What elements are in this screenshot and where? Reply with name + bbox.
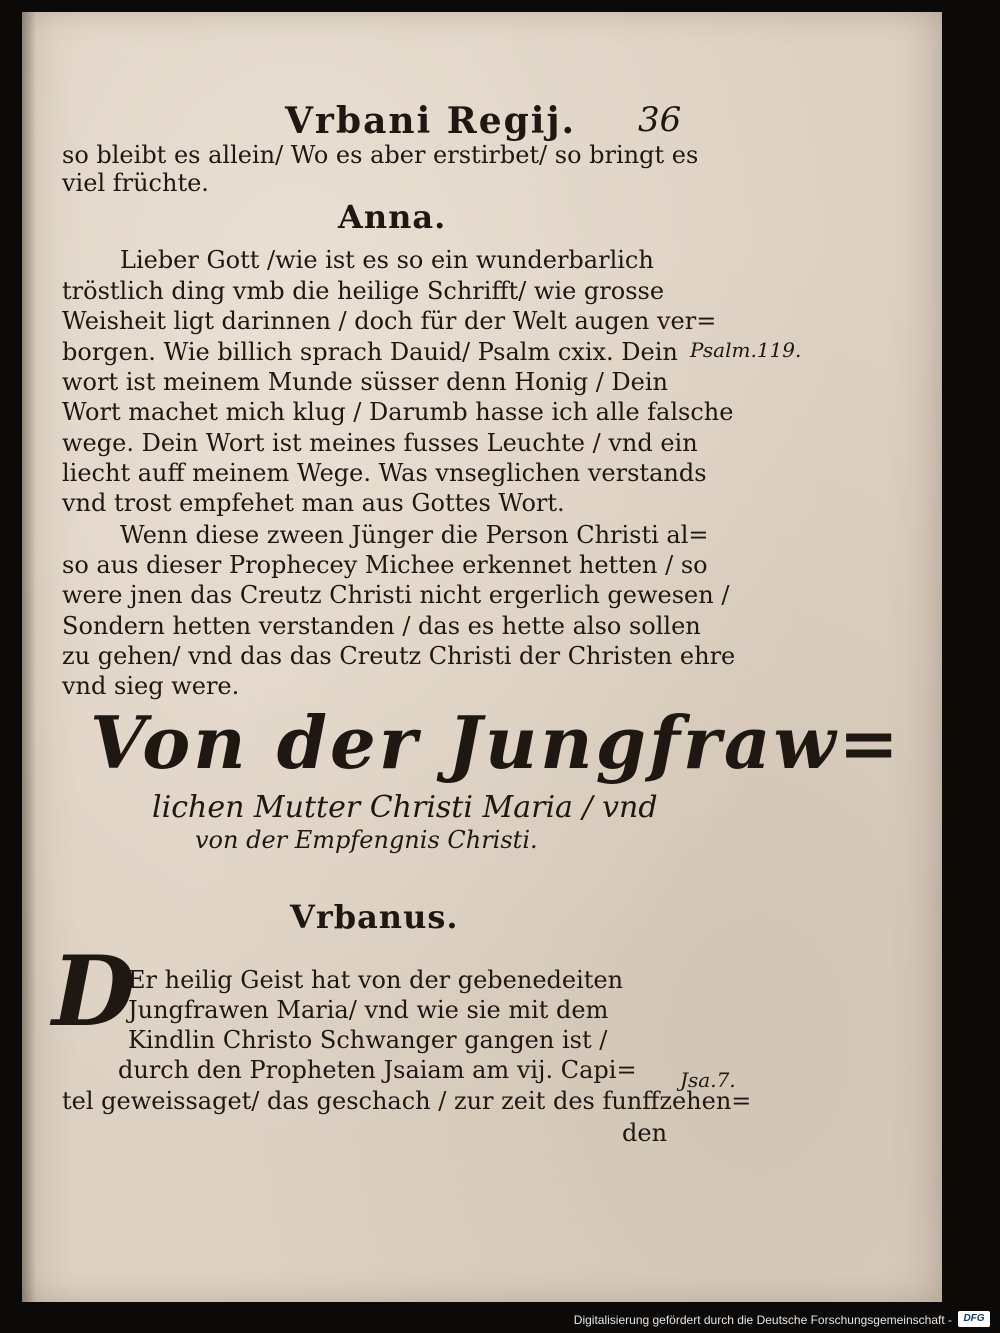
catchword: den	[622, 1119, 668, 1147]
text-line: zu gehen/ vnd das das Creutz Christi der Christen ehre	[62, 642, 736, 670]
margin-note-psalm: Psalm.119.	[690, 338, 802, 362]
text-line: Weisheit ligt darinnen / doch für der Welt augen ver=	[62, 307, 717, 335]
margin-note-isaiah: Jsa.7.	[680, 1068, 736, 1092]
section-heading: Von der Jungfraw=	[90, 700, 902, 785]
text-line: so aus dieser Prophecey Michee erkennet hetten / so	[62, 551, 708, 579]
text-line: Kindlin Christo Schwanger gangen ist /	[128, 1026, 608, 1054]
text-line: borgen. Wie billich sprach Dauid/ Psalm cxix. Dein	[62, 338, 678, 366]
text-line: Wort machet mich klug / Darumb hasse ich alle falsche	[62, 398, 734, 426]
text-line: liecht auff meinem Wege. Was vnseglichen verstands	[62, 459, 707, 487]
section-subheading: von der Empfengnis Christi.	[195, 826, 538, 854]
text-line: Jungfrawen Maria/ vnd wie sie mit dem	[128, 996, 609, 1024]
page-fold-shadow	[22, 12, 36, 1302]
text-line: wort ist meinem Munde süsser denn Honig / Dein	[62, 368, 668, 396]
text-line: vnd sieg were.	[62, 672, 240, 700]
text-line: tröstlich ding vmb die heilige Schrifft/ wie grosse	[62, 277, 665, 305]
text-line: vnd trost empfehet man aus Gottes Wort.	[62, 489, 565, 517]
footer-credit: Digitalisierung gefördert durch die Deutsche Forschungsgemeinschaft -	[573, 1313, 952, 1327]
text-line: tel geweissaget/ das geschach / zur zeit des funffzehen=	[62, 1087, 752, 1115]
text-line: Sondern hetten verstanden / das es hette also sollen	[62, 612, 701, 640]
speaker-anna: Anna.	[338, 198, 447, 236]
text-line: so bleibt es allein/ Wo es aber erstirbet/ so bringt es	[62, 141, 699, 169]
speaker-urbanus: Vrbanus.	[290, 898, 459, 936]
text-line: Lieber Gott /wie ist es so ein wunderbarlich	[120, 246, 654, 274]
text-line: Er heilig Geist hat von der gebenedeiten	[128, 966, 624, 994]
text-line: were jnen das Creutz Christi nicht ergerlich gewesen /	[62, 581, 730, 609]
page-number: 36	[638, 100, 682, 140]
section-subheading: lichen Mutter Christi Maria / vnd	[152, 790, 658, 825]
dfg-logo: DFG	[958, 1311, 990, 1327]
text-line: viel früchte.	[62, 169, 209, 197]
running-head: Vrbani Regij.	[285, 100, 577, 142]
drop-capital: D	[52, 935, 136, 1048]
text-line: wege. Dein Wort ist meines fusses Leuchte / vnd ein	[62, 429, 698, 457]
text-line: Wenn diese zween Jünger die Person Christi al=	[120, 521, 709, 549]
text-line: durch den Propheten Jsaiam am vij. Capi=	[118, 1056, 637, 1084]
